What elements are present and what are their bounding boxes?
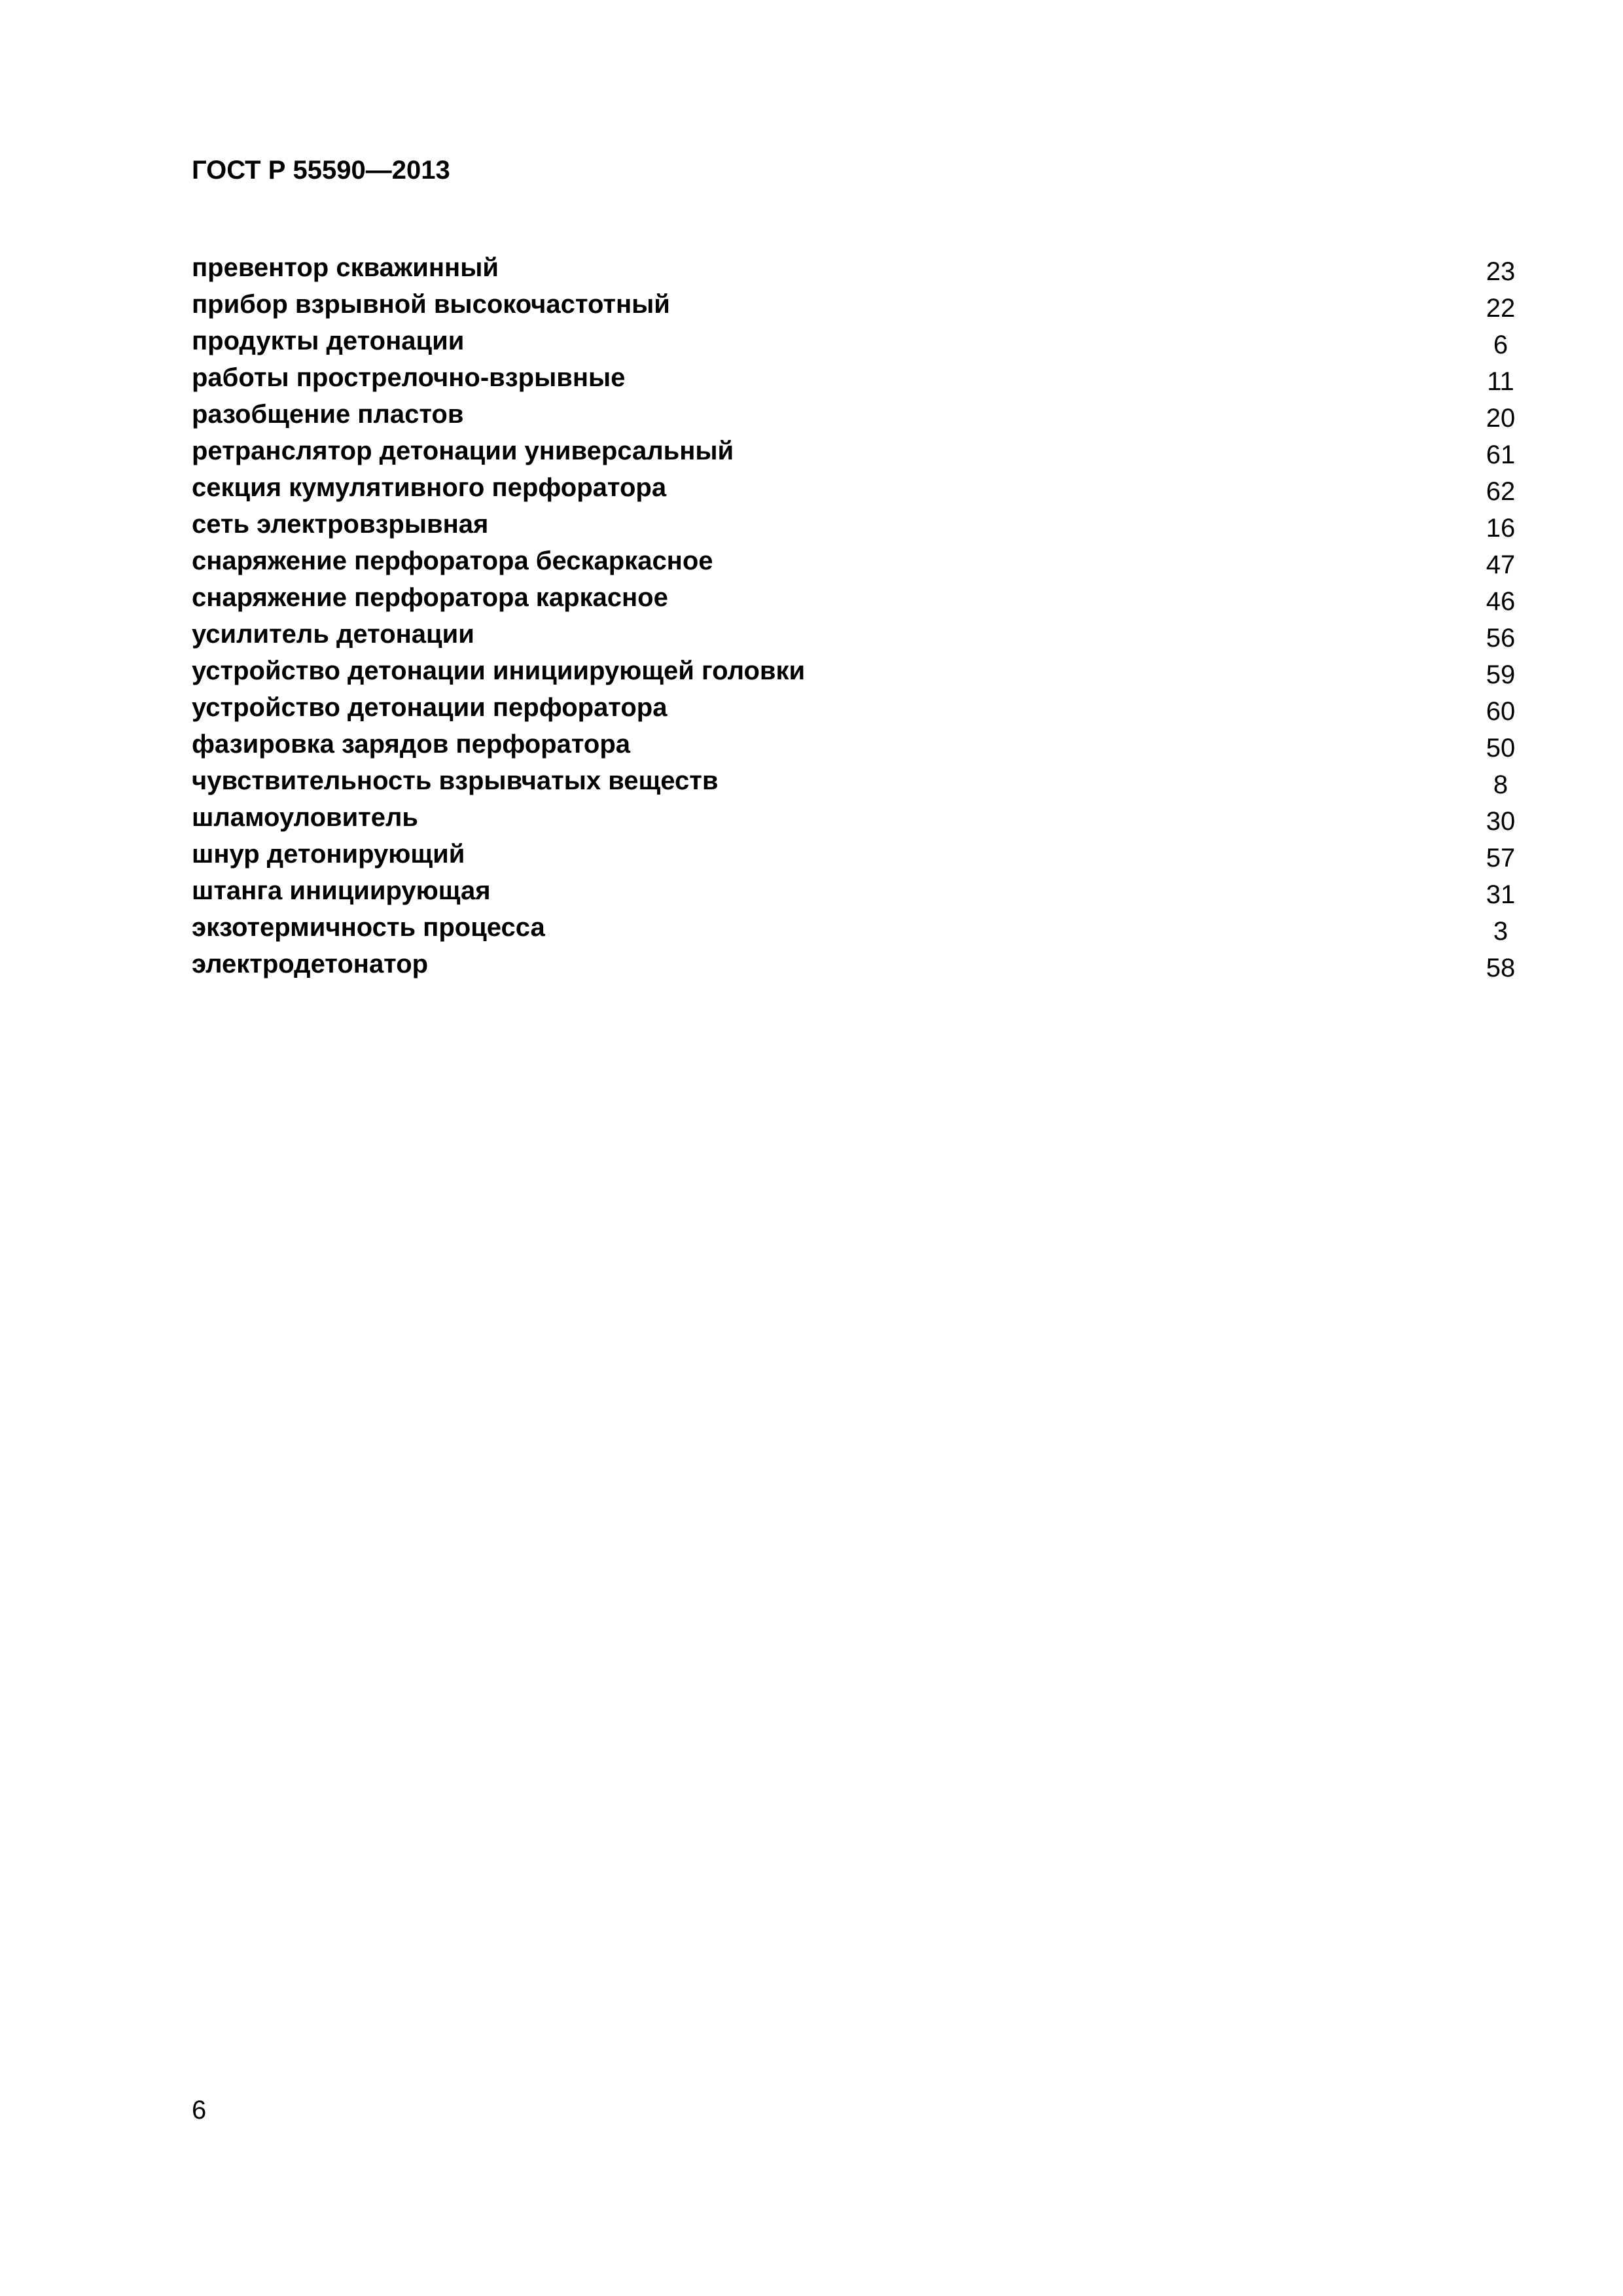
index-ref: 23 <box>1486 257 1516 286</box>
index-term: продукты детонации <box>192 327 465 355</box>
index-entry <box>192 838 1514 874</box>
index-term: снаряжение перфоратора каркасное <box>192 583 668 612</box>
index-term: разобщение пластов <box>192 400 464 429</box>
index-term: превентор скважинный <box>192 253 499 282</box>
index-entry <box>192 948 1514 984</box>
index-ref: 6 <box>1493 331 1508 359</box>
index-ref: 16 <box>1486 514 1516 543</box>
index-entry <box>192 874 1514 911</box>
page-number: 6 <box>192 2096 207 2125</box>
index-term: ретранслятор детонации универсальный <box>192 437 734 465</box>
index-term: штанга инициирующая <box>192 876 491 905</box>
index-ref: 61 <box>1486 440 1516 469</box>
index-ref: 46 <box>1486 587 1516 616</box>
index-ref: 31 <box>1486 880 1516 909</box>
index-ref: 30 <box>1486 807 1516 836</box>
index-ref: 57 <box>1486 844 1516 872</box>
index-entry <box>192 764 1514 801</box>
index-ref: 20 <box>1486 404 1516 433</box>
index-entry <box>192 618 1514 655</box>
index-entry <box>192 728 1514 764</box>
index-entry <box>192 655 1514 691</box>
index-term: усилитель детонации <box>192 620 474 649</box>
index-term: электродетонатор <box>192 950 429 978</box>
index-entry <box>192 691 1514 728</box>
index-ref: 3 <box>1493 917 1508 946</box>
index-entry <box>192 435 1514 471</box>
index-ref: 58 <box>1486 954 1516 982</box>
index-ref: 60 <box>1486 697 1516 726</box>
index-ref: 11 <box>1487 367 1514 396</box>
index-ref: 22 <box>1486 294 1516 323</box>
index-ref: 50 <box>1486 734 1516 762</box>
index-ref: 56 <box>1486 624 1516 653</box>
index-entry <box>192 288 1514 325</box>
index-entry <box>192 581 1514 618</box>
index-term: секция кумулятивного перфоратора <box>192 473 667 502</box>
index-entry <box>192 398 1514 435</box>
index-ref: 62 <box>1486 477 1516 506</box>
index-ref: 47 <box>1486 550 1516 579</box>
index-term: устройство детонации перфоратора <box>192 693 668 722</box>
index-entry <box>192 508 1514 545</box>
index-term: чувствительность взрывчатых веществ <box>192 766 719 795</box>
index-term: экзотермичность процесса <box>192 913 545 942</box>
index-ref: 59 <box>1486 660 1516 689</box>
index-entry <box>192 471 1514 508</box>
index-term: снаряжение перфоратора бескаркасное <box>192 547 713 575</box>
index-entry <box>192 801 1514 838</box>
index-entry <box>192 545 1514 581</box>
index-entry <box>192 361 1514 398</box>
index-term: сеть электровзрывная <box>192 510 489 539</box>
index-term: шламоуловитель <box>192 803 419 832</box>
index-entry <box>192 251 1514 288</box>
alphabetical-index <box>192 251 1514 984</box>
index-term: работы прострелочно-взрывные <box>192 363 626 392</box>
index-term: шнур детонирующий <box>192 840 465 869</box>
index-term: фазировка зарядов перфоратора <box>192 730 631 759</box>
index-entry <box>192 325 1514 361</box>
index-term: прибор взрывной высокочастотный <box>192 290 670 319</box>
document-header: ГОСТ Р 55590—2013 <box>192 156 450 185</box>
index-term: устройство детонации инициирующей головки <box>192 656 806 685</box>
index-ref: 8 <box>1493 770 1508 799</box>
index-entry <box>192 911 1514 948</box>
